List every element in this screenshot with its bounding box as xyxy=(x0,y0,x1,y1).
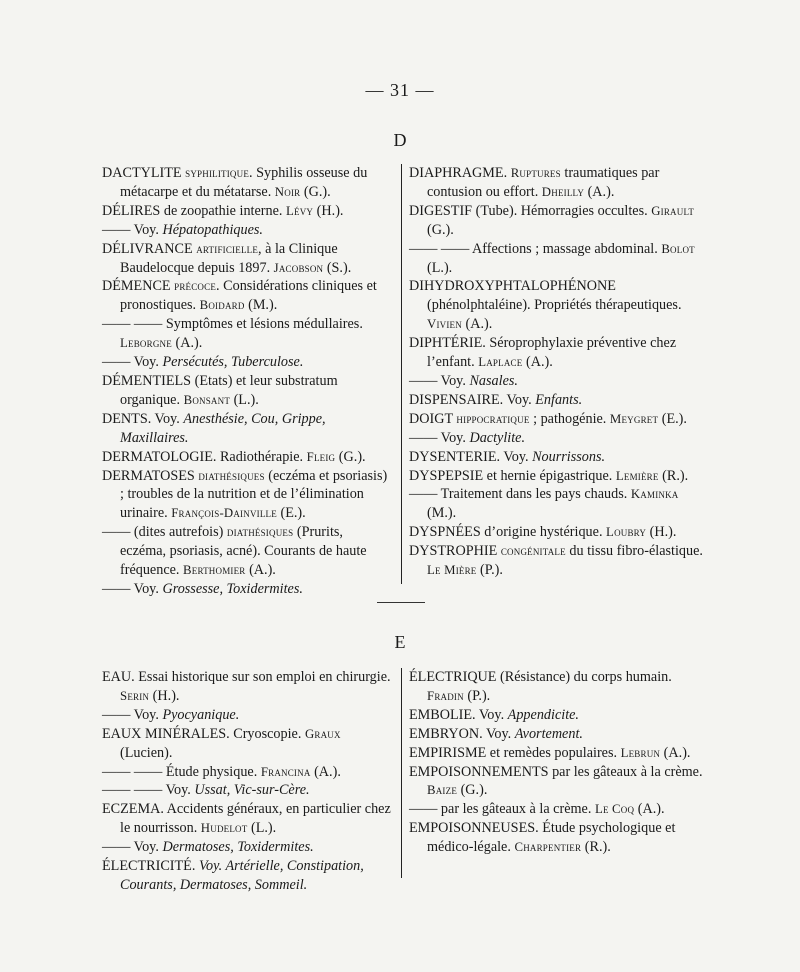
author-name: Laplace xyxy=(478,355,523,370)
cross-reference: Voy. Artérielle, Constipation, Courants, Dermatoses, Sommeil. xyxy=(120,858,364,893)
section-divider xyxy=(377,602,425,603)
entry-text: EMPOISONNEUSES. Étude psychologique et médico-légale. xyxy=(409,820,676,856)
entry-text: ECZEMA. Accidents généraux, en particulier chez le nourrisson. xyxy=(102,801,391,837)
entry-text: EAUX MINÉRALES. Cryoscopie. xyxy=(102,725,305,742)
entry-text: —— (dites autrefois) xyxy=(102,524,227,541)
author-name: précoce xyxy=(174,279,217,294)
entry-text: DERMATOLOGIE. Radiothérapie. xyxy=(102,448,307,465)
index-entry xyxy=(102,410,392,448)
entry-text: DYSENTERIE. Voy. xyxy=(409,448,533,465)
entry-text: (A.). xyxy=(522,354,553,371)
section-e-left-column xyxy=(102,668,392,895)
cross-reference: Grossesse, Toxidermites. xyxy=(162,580,303,597)
author-name: Bolot xyxy=(661,241,695,256)
entry-text: EAU. Essai historique sur son emploi en chirurgie. xyxy=(102,669,391,685)
index-entry xyxy=(409,523,704,542)
index-entry xyxy=(409,391,704,410)
index-entry xyxy=(102,763,392,782)
cross-reference: Ussat, Vic-sur-Cère. xyxy=(194,782,310,799)
index-entry xyxy=(102,240,392,278)
entry-text: (A.). xyxy=(245,562,276,579)
author-name: Bonsant xyxy=(183,392,231,407)
index-entry xyxy=(409,725,704,744)
entry-text: DYSPNÉES d’origine hystérique. xyxy=(409,524,607,541)
index-entry xyxy=(409,429,704,448)
index-entry xyxy=(102,725,392,763)
entry-text: DYSPEPSIE et hernie épigastrique. xyxy=(409,467,616,484)
entry-text: (S.). xyxy=(323,259,352,276)
entry-text: —— Voy. xyxy=(409,429,470,446)
entry-text: —— Voy. xyxy=(102,221,163,238)
index-entry xyxy=(102,372,392,410)
cross-reference: Nasales. xyxy=(469,372,518,389)
index-entry xyxy=(102,467,392,524)
entry-text: (P.). xyxy=(476,562,503,579)
index-entry xyxy=(102,202,392,221)
entry-text: (A.). xyxy=(660,744,691,761)
author-name: Girault xyxy=(651,203,695,218)
entry-text: (G.). xyxy=(335,448,366,465)
entry-text: —— Voy. xyxy=(102,580,163,597)
entry-text: (A.). xyxy=(634,801,665,818)
entry-text: DOIGT xyxy=(409,410,457,427)
index-entry xyxy=(102,353,392,372)
cross-reference: Avortement. xyxy=(514,725,583,742)
index-entry xyxy=(409,202,704,240)
entry-text: —— par les gâteaux à la crème. xyxy=(409,801,595,818)
index-entry xyxy=(409,763,704,801)
entry-text: (L.). xyxy=(427,259,453,276)
entry-text: (H.). xyxy=(646,524,677,541)
entry-text: DISPENSAIRE. Voy. xyxy=(409,391,536,408)
cross-reference: Hépatopathiques. xyxy=(162,221,263,238)
entry-text: (H.). xyxy=(149,687,180,704)
entry-text: (G.). xyxy=(457,782,488,799)
entry-text: ; pathogénie. xyxy=(529,410,610,427)
entry-text: (E.). xyxy=(276,505,306,522)
author-name: Ruptures xyxy=(510,166,561,180)
author-name: Fleig xyxy=(306,449,336,464)
entry-text: —— Voy. xyxy=(409,372,470,389)
index-entry xyxy=(409,485,704,523)
index-entry xyxy=(409,467,704,486)
entry-text: DYSTROPHIE xyxy=(409,543,501,560)
entry-text: DACTYLITE xyxy=(102,165,186,181)
author-name: François-Dainville xyxy=(171,506,277,521)
cross-reference: Appendicite. xyxy=(507,706,579,723)
index-entry xyxy=(409,448,704,467)
entry-text: —— —— Voy. xyxy=(102,782,195,799)
entry-text: EMPOISONNEMENTS par les gâteaux à la crème. xyxy=(409,763,703,780)
index-entry xyxy=(102,277,392,315)
entry-text: traumatiques par contusion ou effort. xyxy=(427,165,660,200)
index-entry xyxy=(102,668,392,706)
entry-text: —— Voy. xyxy=(102,706,163,723)
entry-text: , à la Clinique Baudelocque depuis 1897. xyxy=(120,240,338,276)
entry-text: (G.). xyxy=(427,221,454,238)
entry-text: ÉLECTRIQUE (Résistance) du corps humain. xyxy=(409,669,672,685)
index-entry xyxy=(102,706,392,725)
entry-text: (R.). xyxy=(658,467,689,484)
entry-text: (A.). xyxy=(461,316,493,333)
entry-text: DÉMENTIELS (Etats) et leur substratum organique. xyxy=(102,372,338,408)
index-entry xyxy=(102,857,392,895)
author-name: Le Coq xyxy=(594,802,635,817)
section-d-left-column xyxy=(102,164,392,599)
entry-text: (Lucien). xyxy=(120,744,173,761)
author-name: Jacobson xyxy=(273,260,324,275)
cross-reference: Dermatoses, Toxidermites. xyxy=(162,839,314,856)
cross-reference: Nourrissons. xyxy=(532,448,606,465)
entry-text: —— —— Symptômes et lésions médullaires. xyxy=(102,316,363,333)
entry-text: du tissu fibro-élastique. xyxy=(565,543,703,560)
entry-text: (A.). xyxy=(310,763,341,780)
index-entry xyxy=(102,580,392,599)
index-entry xyxy=(409,706,704,725)
author-name: diathésiques xyxy=(198,468,265,483)
entry-text: (H.). xyxy=(313,202,344,219)
entry-text: . Considérations cliniques et pronostiques. xyxy=(120,278,377,314)
author-name: Leborgne xyxy=(120,336,172,351)
section-d-right-column xyxy=(401,164,704,584)
entry-text: EMPIRISME et remèdes populaires. xyxy=(409,744,621,761)
cross-reference: Anesthésie, Cou, Grippe, Maxillaires. xyxy=(120,410,326,446)
index-entry xyxy=(102,164,392,202)
index-entry xyxy=(409,277,704,334)
cross-reference: Persécutés, Tuberculose. xyxy=(162,354,304,371)
page-number: — 31 — xyxy=(365,80,435,100)
author-name: Graux xyxy=(304,726,341,741)
entry-text: DIGESTIF (Tube). Hémorragies occultes. xyxy=(409,202,652,219)
entry-text: DÉLIRES de zoopathie interne. xyxy=(102,202,286,219)
entry-text: (A.). xyxy=(584,183,615,200)
author-name: Lebrun xyxy=(620,745,661,760)
index-entry xyxy=(102,781,392,800)
section-e-right-column xyxy=(401,668,704,878)
index-entry xyxy=(409,542,704,580)
author-name: artificielle xyxy=(196,241,259,256)
author-name: Kaminka xyxy=(630,487,679,502)
author-name: syphilitique xyxy=(185,166,250,180)
author-name: Serin xyxy=(120,688,150,703)
author-name: Hudelot xyxy=(200,821,248,836)
entry-text: (G.). xyxy=(300,183,331,200)
entry-text: DIPHTÉRIE. Séroprophylaxie préventive chez l’enfant. xyxy=(409,335,677,371)
section-letter-e: E xyxy=(394,632,406,652)
author-name: Dheilly xyxy=(541,184,585,199)
entry-text: DENTS. Voy. xyxy=(102,410,184,427)
index-entry xyxy=(102,315,392,353)
entry-text: (L.). xyxy=(247,820,277,837)
author-name: Berthomier xyxy=(183,563,246,578)
author-name: Vivien xyxy=(427,317,462,332)
entry-text: DIAPHRAGME. xyxy=(409,165,511,181)
index-entry xyxy=(102,800,392,838)
entry-text: —— Traitement dans les pays chauds. xyxy=(409,486,631,503)
entry-text: (L.). xyxy=(230,391,259,408)
entry-text: (Prurits, eczéma, psoriasis, acné). Courants de haute fréquence. xyxy=(120,524,367,579)
index-entry xyxy=(409,240,704,278)
author-name: Lemière xyxy=(615,468,659,483)
index-entry xyxy=(102,838,392,857)
entry-text: DIHYDROXYPHTALOPHÉNONE (phénolphtaléine). Propriétés thérapeutiques. xyxy=(409,278,682,314)
author-name: Loubry xyxy=(606,525,647,540)
index-entry xyxy=(409,164,704,202)
index-entry xyxy=(409,410,704,429)
author-name: Charpentier xyxy=(514,840,582,855)
entry-text: (P.). xyxy=(463,687,491,704)
index-entry xyxy=(409,372,704,391)
entry-text: (E.). xyxy=(658,410,687,427)
index-entry xyxy=(409,800,704,819)
entry-text: ÉLECTRICITÉ. xyxy=(102,858,199,875)
entry-text: DÉLIVRANCE xyxy=(102,240,197,257)
author-name: diathésiques xyxy=(226,525,294,540)
entry-text: (R.). xyxy=(581,839,611,856)
index-entry xyxy=(409,744,704,763)
cross-reference: Dactylite. xyxy=(469,429,525,446)
author-name: congénitale xyxy=(500,544,566,559)
author-name: Lévy xyxy=(286,203,314,218)
entry-text: —— —— Étude physique. xyxy=(102,763,261,780)
author-name: Boidard xyxy=(199,298,245,313)
author-name: Francina xyxy=(260,764,311,779)
entry-text: (A.). xyxy=(171,335,203,352)
entry-text: —— —— Affections ; massage abdominal. xyxy=(409,240,662,257)
entry-text: DÉMENCE xyxy=(102,278,175,295)
index-entry xyxy=(409,668,704,706)
entry-text: . Syphilis osseuse du métacarpe et du métatarse. xyxy=(120,165,368,200)
entry-text: EMBRYON. Voy. xyxy=(409,725,515,742)
entry-text: —— Voy. xyxy=(102,839,163,856)
entry-text: DERMATOSES xyxy=(102,467,199,484)
cross-reference: Pyocyanique. xyxy=(162,706,240,723)
entry-text: —— Voy. xyxy=(102,354,163,371)
cross-reference: Enfants. xyxy=(535,391,583,408)
author-name: Noir xyxy=(274,184,301,199)
author-name: hippocratique xyxy=(456,411,530,426)
entry-text: (eczéma et psoriasis) ; troubles de la nutrition et de l’élimination urinaire. xyxy=(120,467,388,522)
author-name: Fradin xyxy=(427,688,464,703)
author-name: Baize xyxy=(427,783,458,798)
entry-text: (M.). xyxy=(244,297,278,314)
index-entry xyxy=(102,221,392,240)
index-entry xyxy=(409,819,704,857)
index-entry xyxy=(102,448,392,467)
entry-text: (M.). xyxy=(427,505,457,522)
entry-text: EMBOLIE. Voy. xyxy=(409,706,508,723)
section-letter-d: D xyxy=(393,130,407,150)
author-name: Le Mière xyxy=(427,563,477,578)
index-entry xyxy=(102,523,392,580)
author-name: Meygret xyxy=(609,411,659,426)
index-entry xyxy=(409,334,704,372)
